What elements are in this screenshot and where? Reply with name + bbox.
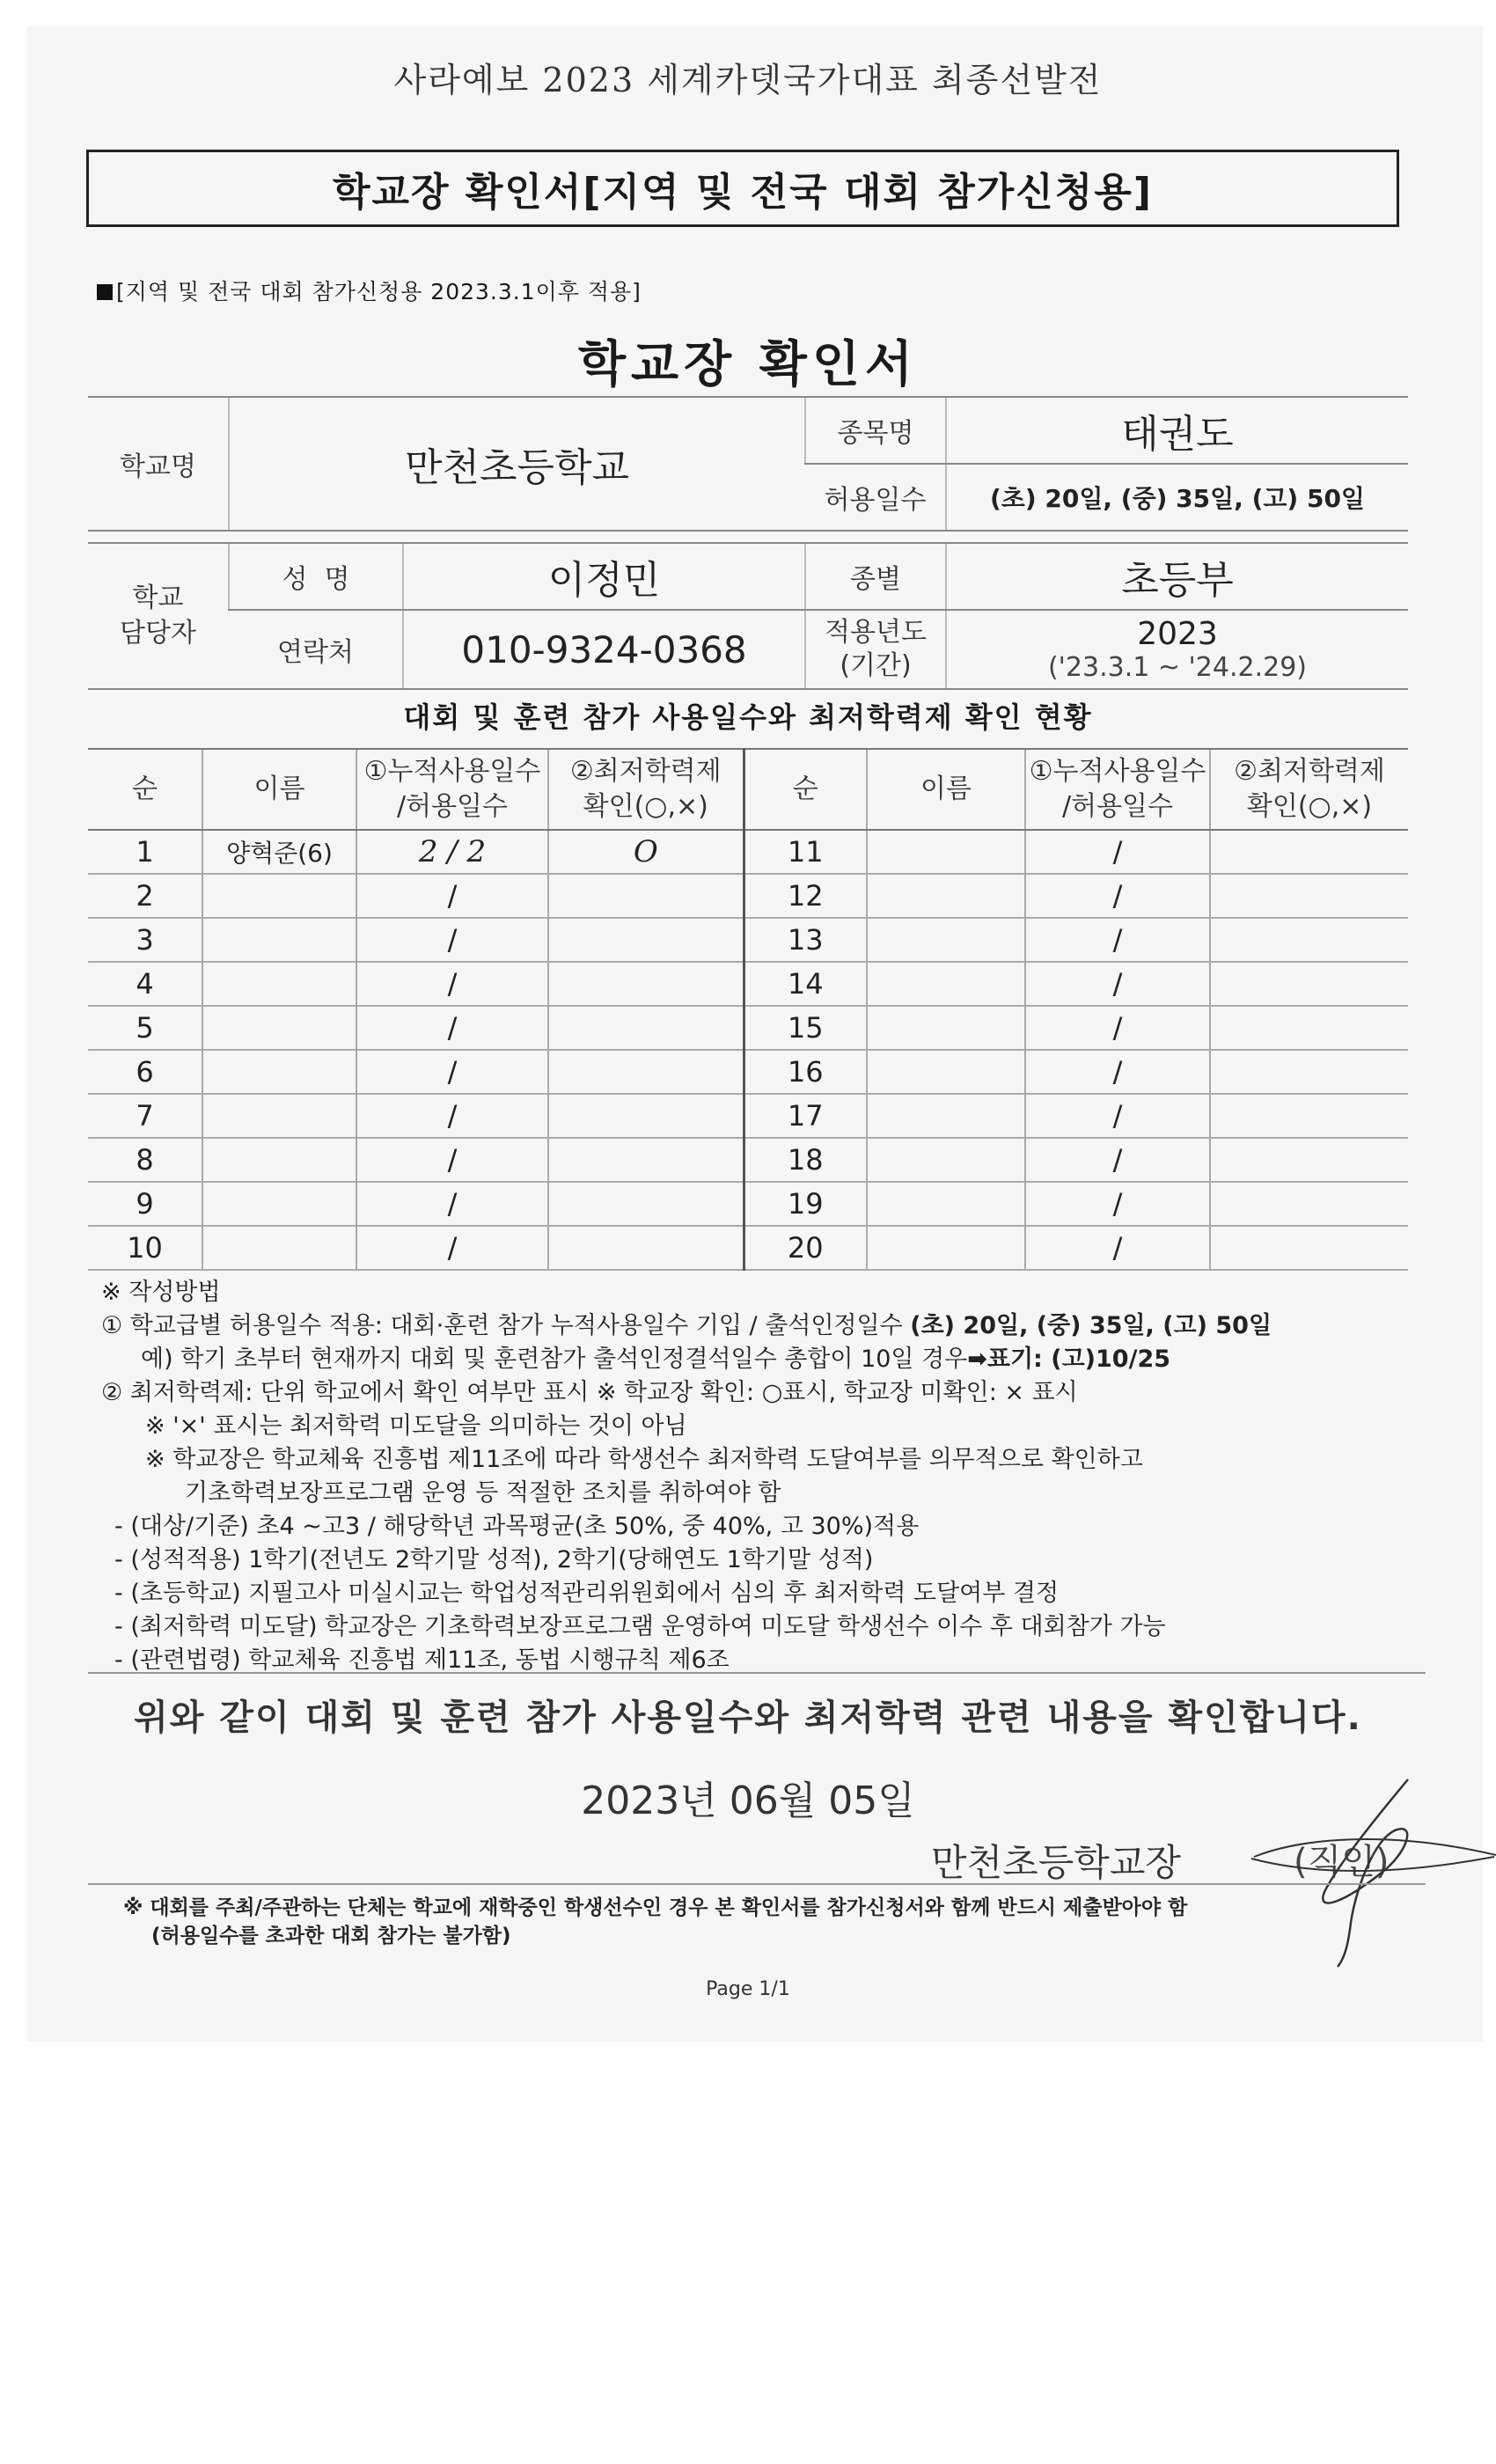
student-name [867, 1226, 1025, 1270]
header-check-right: ②최저학력제 확인(○,×) [1210, 749, 1408, 830]
academic-check [1210, 874, 1408, 918]
row-number: 19 [744, 1182, 867, 1226]
square-bullet-icon [97, 284, 113, 300]
academic-check [1210, 1138, 1408, 1182]
student-name [867, 962, 1025, 1006]
student-name [202, 1182, 356, 1226]
academic-check [548, 918, 744, 962]
days-used: / [1025, 1050, 1210, 1094]
school-value: 만천초등학교 [229, 397, 805, 531]
instructions-title: ※ 작성방법 [101, 1279, 221, 1306]
academic-check [548, 1182, 744, 1226]
student-name: 양혁준(6) [202, 830, 356, 874]
academic-check [548, 1226, 744, 1270]
header-name: 이름 [202, 749, 356, 830]
allowed-days-value: (초) 20일, (중) 35일, (고) 50일 [946, 464, 1408, 531]
instruction-line: - (성적적용) 1학기(전년도 2학기말 성적), 2학기(당해연도 1학기말 성적) [114, 1546, 874, 1573]
student-name [867, 1050, 1025, 1094]
row-number: 12 [744, 874, 867, 918]
student-name [867, 1006, 1025, 1050]
year-cell [946, 610, 1408, 689]
usage-table [88, 748, 1408, 1271]
header-no-right: 순 [744, 749, 867, 830]
year-value: 2023 [1137, 616, 1218, 652]
instruction-line [101, 1343, 1404, 1376]
header-days-right: ①누적사용일수 /허용일수 [1025, 749, 1210, 830]
category-label: 종별 [805, 543, 946, 610]
academic-check [548, 1006, 744, 1050]
row-number: 16 [744, 1050, 867, 1094]
days-used: / [1025, 830, 1210, 874]
instruction-line: ※ 학교장은 학교체육 진흥법 제11조에 따라 학생선수 최저학력 도달여부를 의무적으로 확인하고 [145, 1446, 1143, 1473]
row-number: 15 [744, 1006, 867, 1050]
sport-label: 종목명 [805, 397, 946, 464]
row-number: 10 [88, 1226, 202, 1270]
instruction-line: ※ '×' 표시는 최저학력 미도달을 의미하는 것이 아님 [145, 1412, 687, 1440]
instruction-line [101, 1309, 1404, 1343]
divider [88, 1672, 1426, 1674]
days-used: / [356, 1006, 548, 1050]
academic-check [548, 1094, 744, 1138]
academic-check [1210, 1094, 1408, 1138]
instruction-bold: ➡표기: (고)10/25 [967, 1346, 1171, 1373]
academic-check [1210, 962, 1408, 1006]
document-title: 학교장 확인서[지역 및 전국 대회 참가신청용] [333, 170, 1153, 215]
student-name [867, 1094, 1025, 1138]
days-used: / [1025, 918, 1210, 962]
student-name [202, 1138, 356, 1182]
days-used: 2 / 2 [356, 830, 548, 874]
row-number: 4 [88, 962, 202, 1006]
academic-check: O [548, 830, 744, 874]
principal-name: 만천초등학교장 [931, 1841, 1182, 1884]
instruction-line: - (대상/기준) 초4 ~고3 / 해당학년 과목평균(초 50%, 중 40%, 고 30%)적용 [114, 1513, 920, 1540]
instruction-line: - (초등학교) 지필고사 미실시교는 학업성적관리위원회에서 심의 후 최저학력 도달여부 결정 [114, 1580, 1060, 1607]
academic-check [548, 962, 744, 1006]
application-note-text: [지역 및 전국 대회 참가신청용 2023.3.1이후 적용] [116, 279, 642, 304]
student-name [867, 918, 1025, 962]
row-number: 5 [88, 1006, 202, 1050]
manager-name-value: 이정민 [403, 543, 805, 610]
instruction-text: ① 학교급별 허용일수 적용: 대회·훈련 참가 누적사용일수 기입 / 출석인정일수 [101, 1312, 911, 1339]
header-name-right: 이름 [867, 749, 1025, 830]
category-value: 초등부 [946, 543, 1408, 610]
row-number: 1 [88, 830, 202, 874]
academic-check [1210, 918, 1408, 962]
days-used: / [1025, 962, 1210, 1006]
year-label: 적용년도 (기간) [805, 610, 946, 689]
issue-date: 2023년 06월 05일 [581, 1778, 915, 1823]
row-number: 2 [88, 874, 202, 918]
days-used: / [1025, 1094, 1210, 1138]
event-title: 사라예보 2023 세계카뎃국가대표 최종선발전 [393, 61, 1103, 99]
student-name [202, 962, 356, 1006]
table-row [88, 1182, 1408, 1226]
header-check: ②최저학력제 확인(○,×) [548, 749, 744, 830]
days-used: / [356, 1226, 548, 1270]
table-row [88, 874, 1408, 918]
academic-check [548, 1138, 744, 1182]
name-label: 성 명 [229, 543, 403, 610]
table-row [88, 918, 1408, 962]
table-row [88, 1094, 1408, 1138]
days-used: / [356, 1182, 548, 1226]
document-title-box [86, 150, 1399, 227]
table-row [88, 1138, 1408, 1182]
seal-label: (직인) [1294, 1842, 1390, 1882]
contact-value: 010-9324-0368 [403, 610, 805, 689]
row-number: 18 [744, 1138, 867, 1182]
row-number: 9 [88, 1182, 202, 1226]
sport-value: 태권도 [946, 397, 1408, 464]
days-used: / [1025, 874, 1210, 918]
student-name [867, 830, 1025, 874]
confirmation-text: 위와 같이 대회 및 훈련 참가 사용일수와 최저학력 관련 내용을 확인합니다. [134, 1698, 1362, 1738]
row-number: 7 [88, 1094, 202, 1138]
page-number: Page 1/1 [706, 1978, 790, 2000]
table-row [88, 1226, 1408, 1270]
row-number: 8 [88, 1138, 202, 1182]
instruction-text: 예) 학기 초부터 현재까지 대회 및 훈련참가 출석인정결석일수 총합이 10일 경우 [141, 1346, 968, 1373]
usage-table-body [88, 830, 1408, 1270]
header-days: ①누적사용일수 /허용일수 [356, 749, 548, 830]
row-number: 6 [88, 1050, 202, 1094]
academic-check [1210, 1226, 1408, 1270]
table-row [88, 962, 1408, 1006]
days-used: / [356, 1138, 548, 1182]
days-used: / [1025, 1006, 1210, 1050]
academic-check [548, 874, 744, 918]
days-used: / [356, 918, 548, 962]
main-title: 학교장 확인서 [577, 336, 919, 393]
row-number: 3 [88, 918, 202, 962]
student-name [202, 1226, 356, 1270]
student-name [867, 874, 1025, 918]
school-label: 학교명 [88, 397, 229, 531]
footnote-line: (허용일수를 초과한 대회 참가는 불가함) [151, 1925, 511, 1947]
divider [88, 1883, 1426, 1885]
section-title: 대회 및 훈련 참가 사용일수와 최저학력제 확인 현황 [403, 700, 1093, 734]
student-name [202, 1050, 356, 1094]
table-row [88, 1050, 1408, 1094]
application-note [97, 275, 642, 306]
instruction-line: 기초학력보장프로그램 운영 등 적절한 조치를 취하여야 함 [185, 1479, 781, 1507]
footnote-line: ※ 대회를 주최/주관하는 단체는 학교에 재학중인 학생선수인 경우 본 확인서를 참가신청서와 함께 반드시 제출받아야 함 [123, 1896, 1188, 1919]
manager-label: 학교 담당자 [88, 543, 229, 689]
academic-check [548, 1050, 744, 1094]
student-name [867, 1182, 1025, 1226]
days-used: / [356, 874, 548, 918]
instruction-bold: (초) 20일, (중) 35일, (고) 50일 [910, 1312, 1272, 1339]
row-number: 20 [744, 1226, 867, 1270]
days-used: / [356, 1094, 548, 1138]
row-number: 11 [744, 830, 867, 874]
days-used: / [1025, 1182, 1210, 1226]
days-used: / [1025, 1226, 1210, 1270]
table-row [88, 830, 1408, 874]
student-name [202, 1006, 356, 1050]
days-used: / [356, 962, 548, 1006]
row-number: 14 [744, 962, 867, 1006]
days-used: / [356, 1050, 548, 1094]
row-number: 17 [744, 1094, 867, 1138]
instruction-line: - (관련법령) 학교체육 진흥법 제11조, 동법 시행규칙 제6조 [114, 1646, 730, 1674]
footnote [123, 1894, 1426, 1950]
academic-check [1210, 830, 1408, 874]
row-number: 13 [744, 918, 867, 962]
academic-check [1210, 1006, 1408, 1050]
table-row [88, 1006, 1408, 1050]
student-name [867, 1138, 1025, 1182]
student-name [202, 874, 356, 918]
student-name [202, 918, 356, 962]
instruction-line: ② 최저학력제: 단위 학교에서 확인 여부만 표시 ※ 학교장 확인: ○표시, 학교장 미확인: × 표시 [101, 1379, 1078, 1406]
allowed-days-label: 허용일수 [805, 464, 946, 531]
info-table [88, 396, 1408, 690]
contact-label: 연락처 [229, 610, 403, 689]
days-used: / [1025, 1138, 1210, 1182]
academic-check [1210, 1182, 1408, 1226]
student-name [202, 1094, 356, 1138]
academic-check [1210, 1050, 1408, 1094]
instructions [101, 1276, 1404, 1677]
instruction-line: - (최저학력 미도달) 학교장은 기초학력보장프로그램 운영하여 미도달 학생선수 이수 후 대회참가 가능 [114, 1613, 1166, 1640]
header-no: 순 [88, 749, 202, 830]
year-period: ('23.3.1 ~ '24.2.29) [1047, 652, 1308, 683]
